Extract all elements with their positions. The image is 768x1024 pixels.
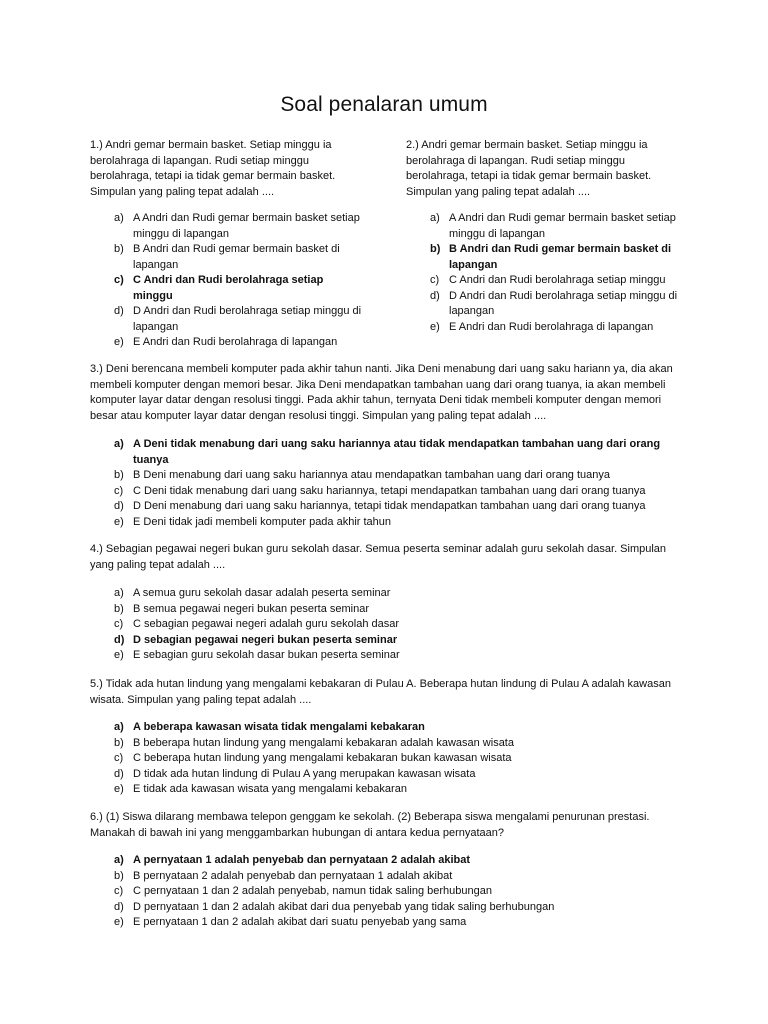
option-3d bbox=[114, 499, 689, 515]
question-6-text: 6.) (1) Siswa dilarang membawa telepon genggam ke sekolah. (2) Beberapa siswa mengalami penurunan prestasi. Manakah di bawah ini yang menggambarkan hubungan di antara kedua pernyataan? bbox=[90, 811, 650, 839]
option-text: B pernyataan 2 adalah penyebab dan pernyataan 1 adalah akibat bbox=[133, 869, 453, 882]
option-6b bbox=[114, 869, 689, 885]
option-letter: a) bbox=[114, 854, 124, 866]
question-1-options bbox=[114, 211, 364, 351]
option-5e bbox=[114, 782, 689, 798]
option-3c bbox=[114, 484, 689, 500]
option-text: E Andri dan Rudi berolahraga di lapangan bbox=[133, 336, 338, 348]
question-6-options bbox=[114, 853, 689, 931]
option-text: B Deni menabung dari uang saku hariannya atau mendapatkan tambahan uang dari orang tuanya bbox=[133, 469, 611, 481]
option-text: C sebagian pegawai negeri adalah guru sekolah dasar bbox=[133, 618, 400, 630]
option-text: E sebagian guru sekolah dasar bukan peserta seminar bbox=[133, 649, 400, 661]
option-letter: d) bbox=[114, 633, 125, 646]
option-text: E Andri dan Rudi berolahraga di lapangan bbox=[449, 320, 654, 333]
option-text: C beberapa hutan lindung yang mengalami kebakaran bukan kawasan wisata bbox=[133, 752, 512, 764]
question-2-options bbox=[430, 211, 680, 335]
option-letter: d) bbox=[114, 500, 124, 512]
option-letter: b) bbox=[114, 469, 124, 481]
option-letter: c) bbox=[114, 484, 124, 497]
option-text: D pernyataan 1 dan 2 adalah akibat dari dua penyebab yang tidak saling berhubungan bbox=[133, 900, 555, 913]
option-letter: e) bbox=[114, 916, 124, 928]
option-1a bbox=[114, 211, 364, 242]
option-letter: d) bbox=[114, 767, 124, 780]
option-text: D Andri dan Rudi berolahraga setiap minggu di lapangan bbox=[449, 289, 678, 317]
option-text: A pernyataan 1 adalah penyebab dan pernyataan 2 adalah akibat bbox=[133, 854, 471, 866]
option-6a-answer bbox=[114, 853, 689, 869]
option-1c-answer bbox=[114, 273, 364, 304]
option-text: C Deni tidak menabung dari uang saku hariannya, tetapi mendapatkan tambahan uang dari orang tuanya bbox=[133, 484, 646, 497]
option-2b-answer bbox=[430, 242, 680, 273]
option-3a-answer bbox=[114, 437, 689, 468]
option-5a-answer bbox=[114, 720, 689, 736]
question-2-text: 2.) Andri gemar bermain basket. Setiap minggu ia berolahraga di lapangan. Rudi setiap minggu berolahraga, tetapi ia tidak gemar bermain basket. Simpulan yang paling tepat adalah .... bbox=[406, 139, 652, 198]
option-5c bbox=[114, 751, 689, 767]
option-text: A Deni tidak menabung dari uang saku hariannya atau tidak mendapatkan tambahan uang dari orang tuanya bbox=[133, 438, 661, 466]
option-letter: c) bbox=[114, 885, 124, 897]
option-letter: d) bbox=[114, 305, 124, 317]
question-3-options bbox=[114, 437, 689, 530]
option-letter: d) bbox=[430, 289, 440, 302]
option-1e bbox=[114, 335, 364, 351]
option-4d-answer bbox=[114, 633, 689, 649]
option-text: A semua guru sekolah dasar adalah peserta seminar bbox=[133, 587, 391, 599]
option-letter: a) bbox=[114, 587, 124, 599]
option-letter: e) bbox=[114, 336, 124, 348]
option-letter: e) bbox=[114, 515, 124, 528]
option-text: B Andri dan Rudi gemar bermain basket di lapangan bbox=[133, 243, 340, 271]
option-letter: a) bbox=[430, 212, 440, 224]
option-1b bbox=[114, 242, 364, 273]
option-text: D tidak ada hutan lindung di Pulau A yang merupakan kawasan wisata bbox=[133, 767, 476, 780]
option-letter: c) bbox=[114, 274, 124, 286]
option-letter: a) bbox=[114, 212, 124, 224]
option-text: C Andri dan Rudi berolahraga setiap minggu bbox=[449, 274, 666, 286]
option-text: E Deni tidak jadi membeli komputer pada akhir tahun bbox=[133, 515, 392, 528]
option-text: A beberapa kawasan wisata tidak mengalami kebakaran bbox=[133, 721, 425, 733]
option-letter: c) bbox=[430, 274, 440, 286]
option-6d bbox=[114, 900, 689, 916]
question-1-text: 1.) Andri gemar bermain basket. Setiap minggu ia berolahraga di lapangan. Rudi setiap minggu berolahraga, tetapi ia tidak gemar bermain basket. Simpulan yang paling tepat adalah .... bbox=[90, 139, 336, 198]
option-4b bbox=[114, 602, 689, 618]
option-letter: b) bbox=[430, 243, 441, 255]
option-letter: b) bbox=[114, 243, 124, 255]
option-text: E pernyataan 1 dan 2 adalah akibat dari suatu penyebab yang sama bbox=[133, 916, 467, 928]
option-5d bbox=[114, 767, 689, 783]
option-text: A Andri dan Rudi gemar bermain basket setiap minggu di lapangan bbox=[449, 212, 676, 240]
option-letter: e) bbox=[114, 783, 124, 795]
option-2a bbox=[430, 211, 680, 242]
option-4c bbox=[114, 617, 689, 633]
option-letter: c) bbox=[114, 618, 124, 630]
page-title: Soal penalaran umum bbox=[280, 93, 488, 116]
option-3b bbox=[114, 468, 689, 484]
option-letter: e) bbox=[430, 320, 440, 333]
option-text: D Deni menabung dari uang saku hariannya, tetapi tidak mendapatkan tambahan uang dari orang tuanya bbox=[133, 500, 646, 512]
option-text: C pernyataan 1 dan 2 adalah penyebab, namun tidak saling berhubungan bbox=[133, 885, 492, 897]
option-letter: a) bbox=[114, 721, 124, 733]
question-4-text: 4.) Sebagian pegawai negeri bukan guru sekolah dasar. Semua peserta seminar adalah guru sekolah dasar. Simpulan yang paling tepat adalah .... bbox=[90, 543, 667, 571]
option-4a bbox=[114, 586, 689, 602]
option-3e bbox=[114, 515, 689, 531]
option-text: B semua pegawai negeri bukan peserta seminar bbox=[133, 602, 370, 615]
option-letter: b) bbox=[114, 736, 124, 749]
option-text: B Andri dan Rudi gemar bermain basket di lapangan bbox=[449, 243, 672, 271]
question-5-options bbox=[114, 720, 689, 798]
question-4-options bbox=[114, 586, 689, 664]
option-text: B beberapa hutan lindung yang mengalami kebakaran adalah kawasan wisata bbox=[133, 736, 514, 749]
option-text: D Andri dan Rudi berolahraga setiap minggu di lapangan bbox=[133, 305, 362, 333]
option-4e bbox=[114, 648, 689, 664]
option-text: C Andri dan Rudi berolahraga setiap minggu bbox=[133, 274, 324, 302]
option-5b bbox=[114, 736, 689, 752]
option-6e bbox=[114, 915, 689, 931]
option-2e bbox=[430, 320, 680, 336]
question-5-text: 5.) Tidak ada hutan lindung yang mengalami kebakaran di Pulau A. Beberapa hutan lindung di Pulau A adalah kawasan wisata. Simpulan yang paling tepat adalah .... bbox=[90, 678, 671, 706]
option-letter: b) bbox=[114, 869, 124, 882]
option-text: D sebagian pegawai negeri bukan peserta seminar bbox=[133, 633, 398, 646]
option-letter: e) bbox=[114, 649, 124, 661]
option-1d bbox=[114, 304, 364, 335]
option-letter: a) bbox=[114, 438, 124, 450]
option-letter: c) bbox=[114, 752, 124, 764]
option-2d bbox=[430, 289, 680, 320]
option-2c bbox=[430, 273, 680, 289]
option-letter: b) bbox=[114, 602, 124, 615]
option-letter: d) bbox=[114, 900, 124, 913]
option-text: E tidak ada kawasan wisata yang mengalami kebakaran bbox=[133, 783, 407, 795]
question-3-text: 3.) Deni berencana membeli komputer pada akhir tahun nanti. Jika Deni menabung dari uang saku hariann ya, dia akan membeli komputer dengan memori besar. Jika Deni mendapatkan tambahan uang dari orang tuanya, ia akan membeli komputer layar datar dengan resolusi tinggi. Pada akhir tahun, ternyata Deni tidak membeli komputer dengan memori besar atau komputer layar datar dengan resolusi tinggi. Simpulan yang paling tepat adalah .... bbox=[90, 363, 673, 422]
option-text: A Andri dan Rudi gemar bermain basket setiap minggu di lapangan bbox=[133, 212, 360, 240]
option-6c bbox=[114, 884, 689, 900]
